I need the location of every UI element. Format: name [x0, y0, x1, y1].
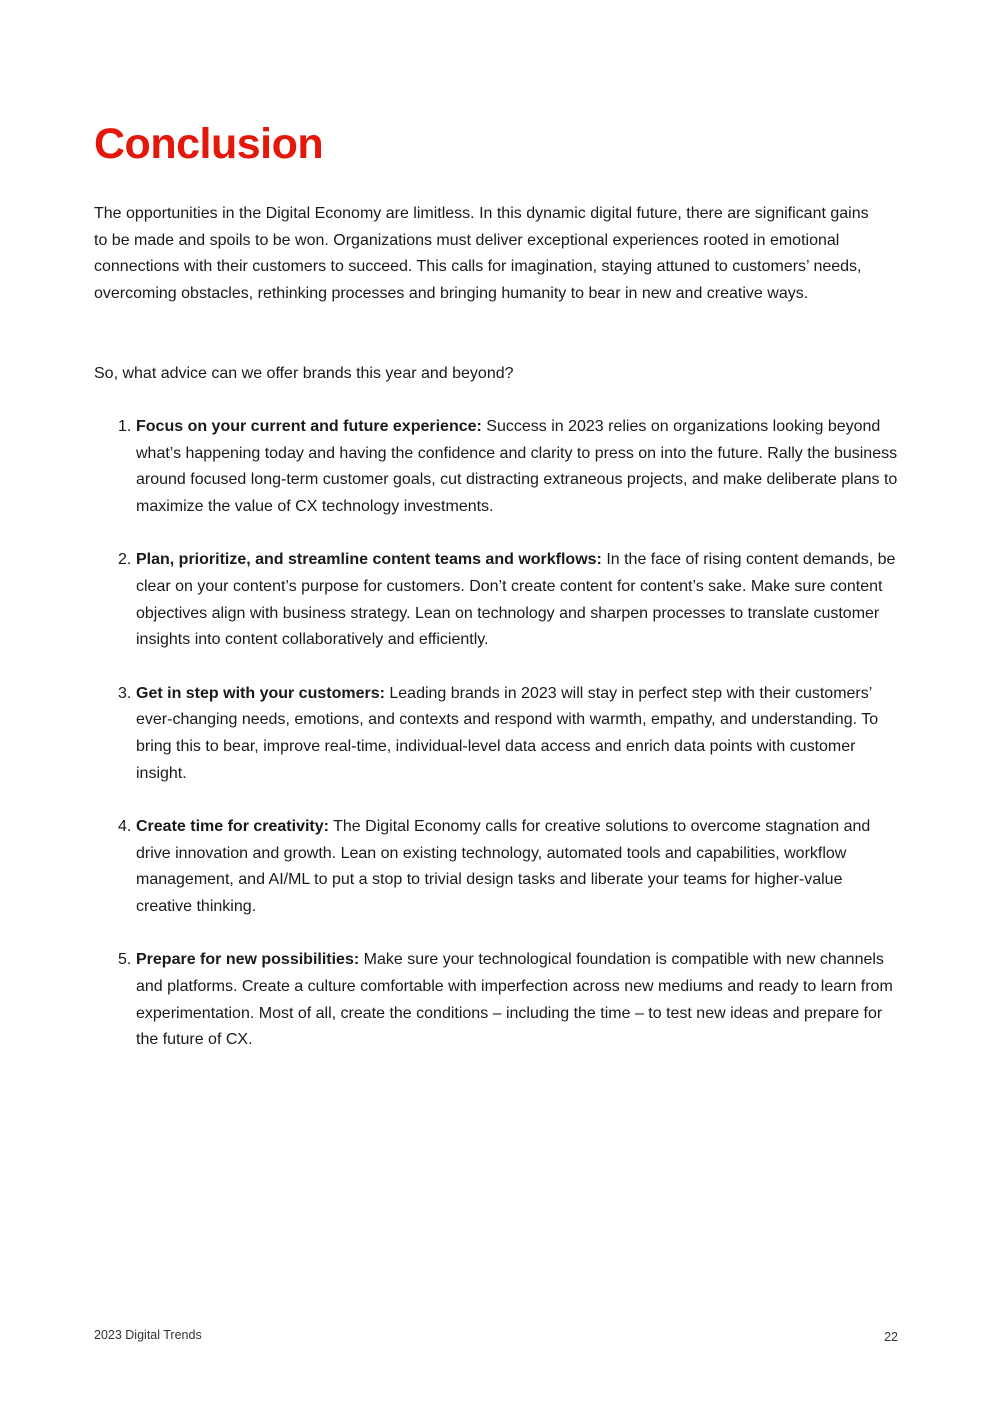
- list-item: [94, 681, 898, 788]
- list-item-number: 4.: [118, 817, 132, 835]
- footer-page-number: 22: [884, 1330, 898, 1344]
- page-title: Conclusion: [94, 120, 324, 168]
- list-item: [94, 814, 898, 921]
- list-item-number: 3.: [118, 684, 132, 702]
- list-item-number: 1.: [118, 418, 132, 435]
- list-item-number: 5.: [118, 951, 132, 969]
- list-item-heading: Focus on your current and future experience:: [136, 418, 482, 435]
- footer-report-name: 2023 Digital Trends: [94, 1328, 202, 1342]
- list-item-body: The Digital Economy calls for creative solutions to overcome stagnation and drive innovation and growth. Lean on existing technology, automated tools and capabilities, workflow management, and AI/ML to put a stop to trivial design tasks and liberate your teams for higher-value creative thinking.: [136, 817, 871, 916]
- list-item: [94, 547, 898, 654]
- list-item-heading: Get in step with your customers:: [136, 684, 385, 702]
- list-item-body: Leading brands in 2023 will stay in perfect step with their customers’ ever-changing needs, emotions, and contexts and respond with warmth, empathy, and understanding. To bring this to bear, improve real-time, individual-level data access and enrich data points with customer insight.: [136, 684, 879, 782]
- list-item: [94, 947, 898, 1054]
- list-item-body: Make sure your technological foundation is compatible with new channels and platforms. Create a culture comfortable with imperfection across new mediums and ready to learn from experimentation. Most of all, create the conditions – including the time – to test new ideas and prepare for the future of CX.: [136, 951, 893, 1049]
- list-item-body: In the face of rising content demands, be clear on your content’s purpose for customers. Don’t create content for content’s sake. Make sure content objectives align with business strategy. Lean on technology and sharpen processes to translate customer insights into content collaboratively and efficiently.: [136, 551, 896, 649]
- list-item-heading: Plan, prioritize, and streamline content teams and workflows:: [136, 551, 602, 569]
- advice-list: [94, 414, 898, 1081]
- list-item-body: Success in 2023 relies on organizations looking beyond what’s happening today and having the confidence and clarity to press on into the future. Rally the business around focused long-term customer goals, cut distracting extraneous projects, and make deliberate plans to maximize the value of CX technology investments.: [136, 418, 898, 516]
- list-item-number: 2.: [118, 551, 132, 569]
- list-item-heading: Create time for creativity:: [136, 817, 329, 835]
- advice-question: So, what advice can we offer brands this year and beyond?: [94, 365, 514, 382]
- list-item: [94, 414, 898, 521]
- list-item-heading: Prepare for new possibilities:: [136, 951, 360, 969]
- intro-paragraph: The opportunities in the Digital Economy are limitless. In this dynamic digital future, there are significant gains to be made and spoils to be won. Organizations must deliver exceptional experiences rooted in emotional connections with their customers to succeed. This calls for imagination, staying attuned to customers’ needs, overcoming obstacles, rethinking processes and bringing humanity to bear in new and creative ways.: [94, 205, 869, 303]
